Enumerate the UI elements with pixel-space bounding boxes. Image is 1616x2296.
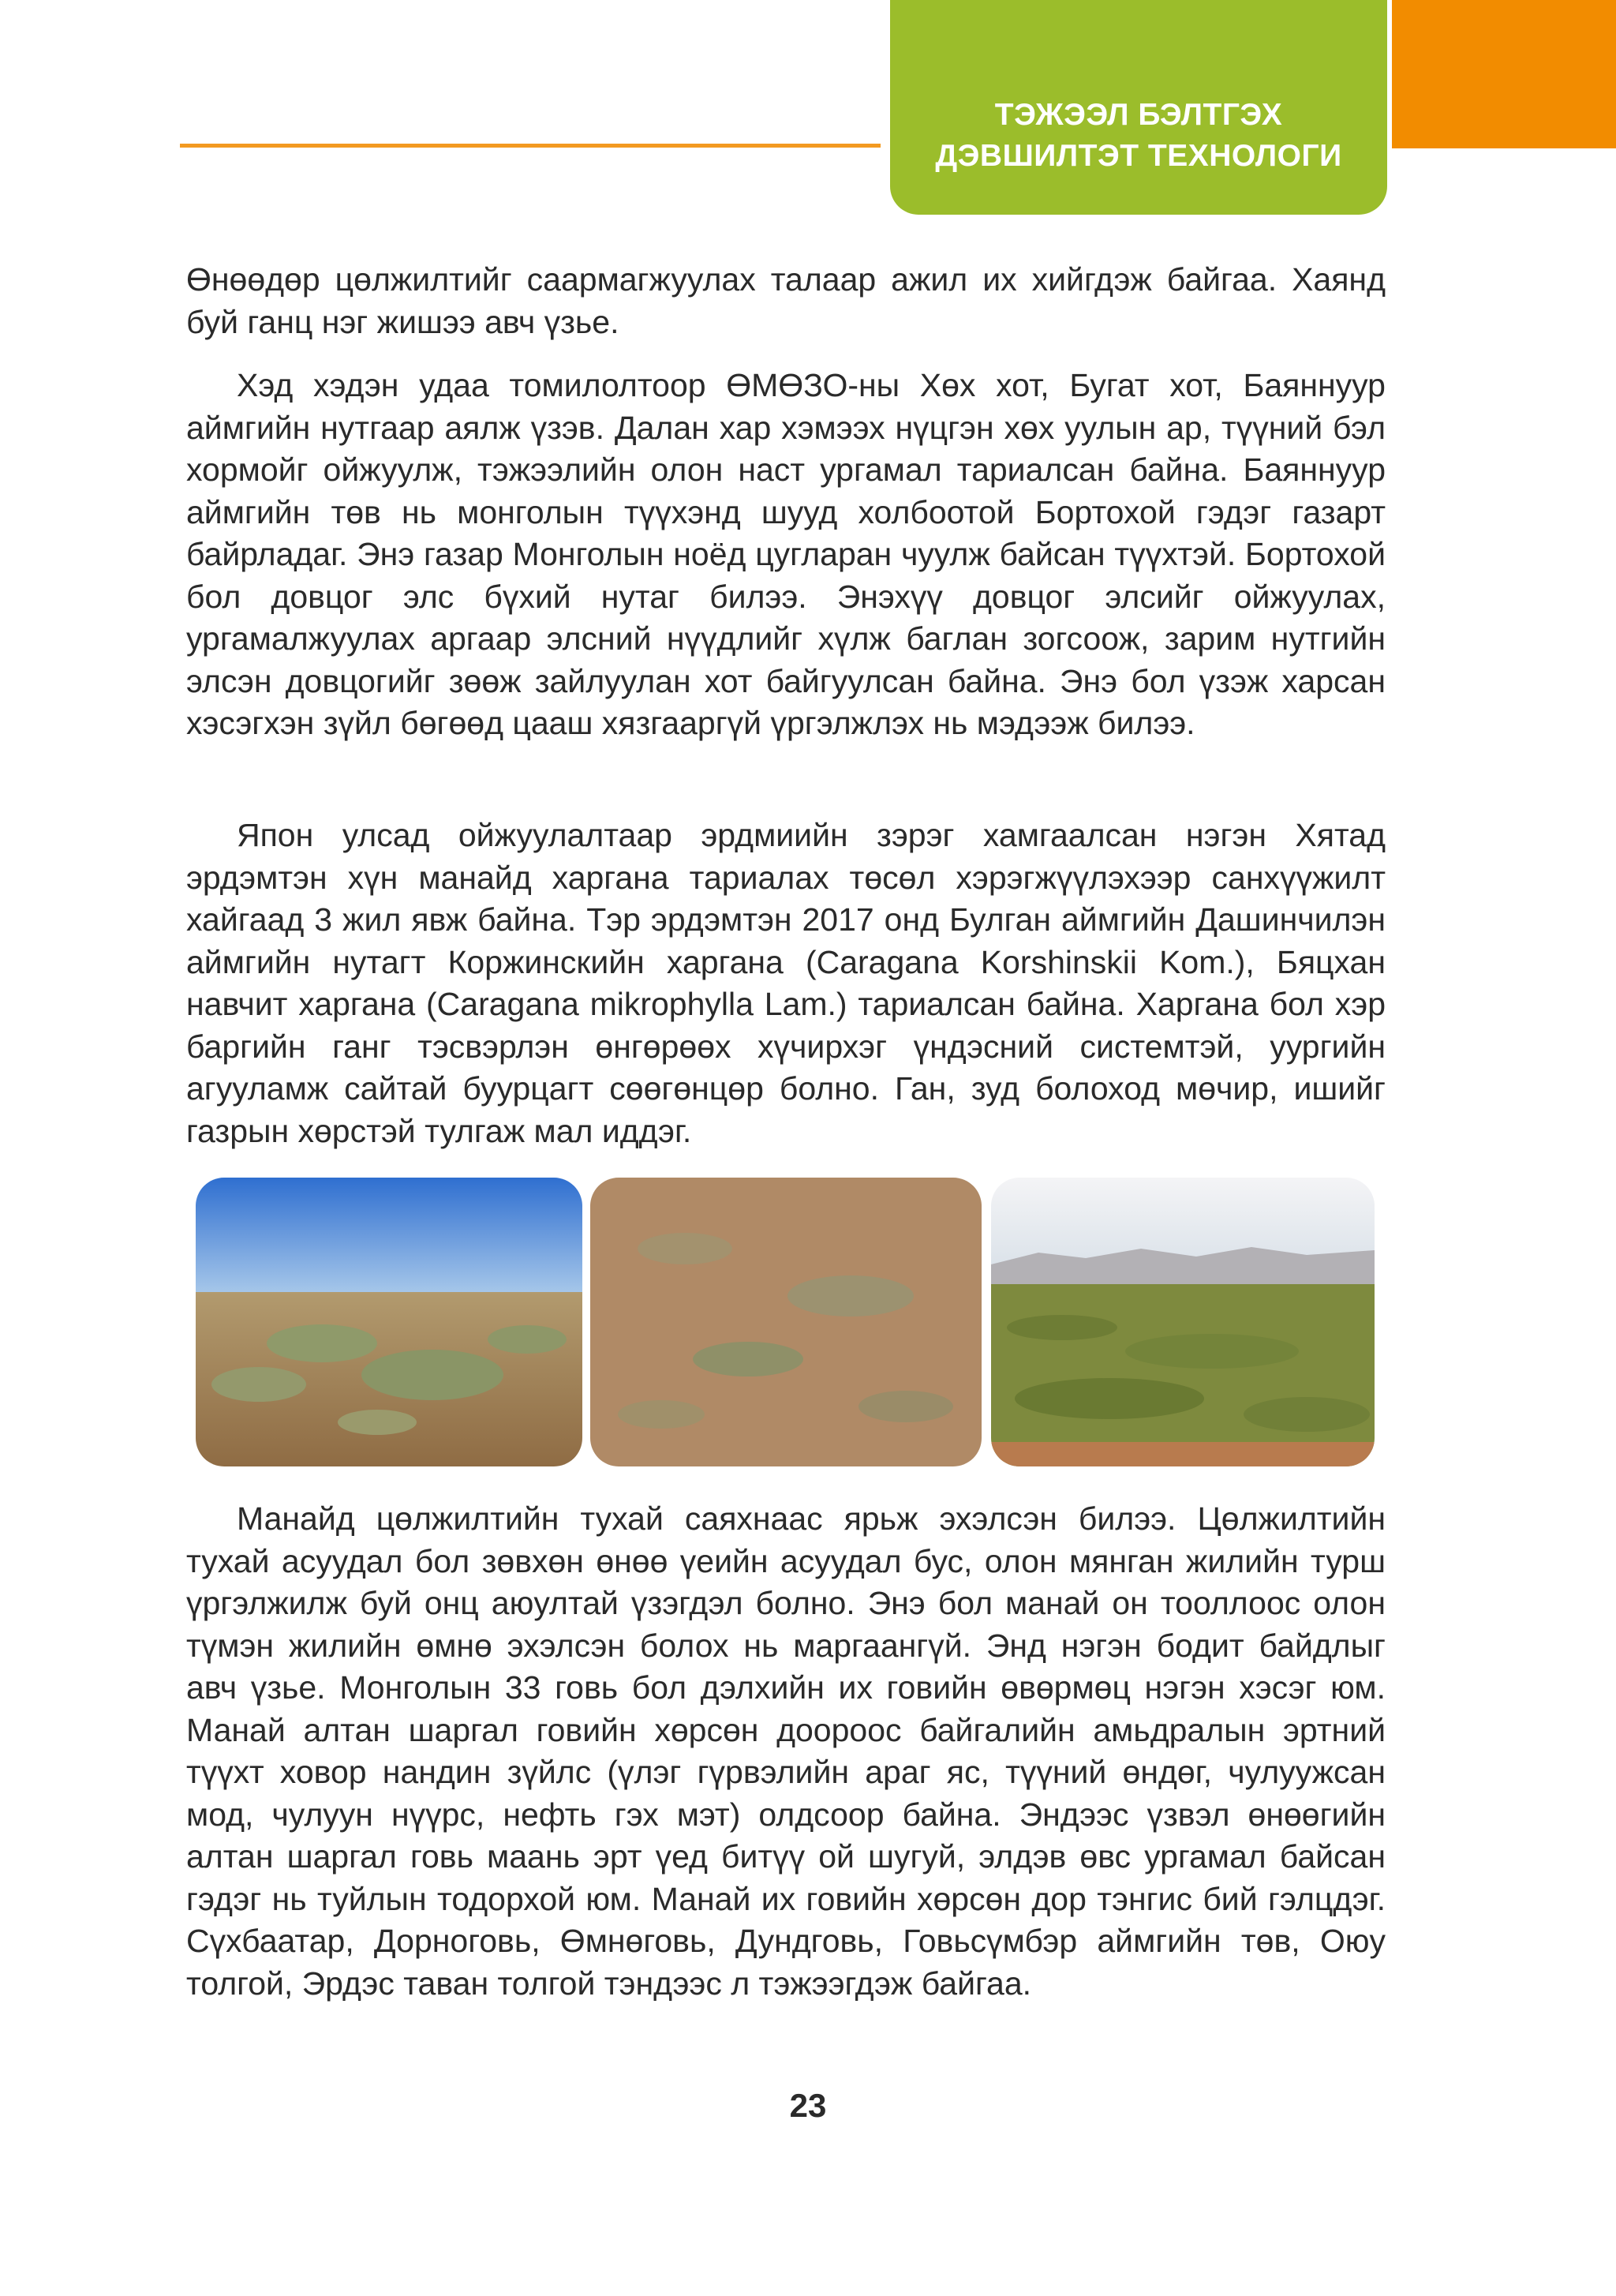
chapter-title-line2: ДЭВШИЛТЭТ ТЕХНОЛОГИ bbox=[935, 139, 1342, 173]
paragraph-2: Хэд хэдэн удаа томилолтоор ӨМӨЗО-ны Хөх хот, Бугат хот, Баяннуур аймгийн нутгаар аялж үзэв. Далан хар хэмээх нүцгэн хөх уулын ар, түүний бэл хормойг ойжуулж, тэжээлийн олон наст ургамал тариалсан байна. Баяннуур аймгийн төв нь монголын түүхэнд шууд холбоотой Бортохой гэдэг газарт байрладаг. Энэ газар Монголын ноёд цугларан чуулж байсан түүхтэй. Бортохой бол довцог элс бүхий нутаг билээ. Энэхүү довцог элсийг ойжуулах, ургамалжуулах аргаар элсний нүүдлийг хүлж баглан зогсоож, зарим нутгийн элсэн довцогийг зөөж зайлуулан хот байгуулсан байна. Энэ бол үзэж харсан хэсэгхэн зүйл бөгөөд цааш хязгааргүй үргэлжлэх нь мэдээж билээ. bbox=[186, 367, 1386, 741]
header-accent-block bbox=[1392, 0, 1616, 148]
photo-steppe-shrubs bbox=[196, 1178, 582, 1466]
paragraph-3: Япон улсад ойжуулалтаар эрдмиийн зэрэг хамгаалсан нэгэн Хятад эрдэмтэн хүн манайд харгана тариалах төсөл хэрэгжүүлэхээр санхүүжилт хайгаад 3 жил явж байна. Тэр эрдэмтэн 2017 онд Булган аймгийн Дашинчилэн аймгийн нутагт Коржинскийн харгана (Caragana Korshinskii Kom.), Бяцхан навчит харгана (Caragana mikrophylla Lam.) тариалсан байна. Харгана бол хэр баргийн ганг тэсвэрлэн өнгөрөөх хүчирхэг үндэсний системтэй, уургийн агууламж сайтай буурцагт сөөгөнцөр болно. Ган, зуд болоход мөчир, ишийг газрын хөрстэй тулгаж мал иддэг. bbox=[186, 817, 1386, 1149]
chapter-title-line1: ТЭЖЭЭЛ БЭЛТГЭХ bbox=[994, 98, 1283, 132]
page-number: 23 bbox=[789, 2087, 827, 2124]
chapter-title-tab bbox=[890, 0, 1387, 215]
photo-sparse-vegetation bbox=[590, 1178, 982, 1466]
paragraph-1: Өнөөдөр цөлжилтийг саармагжуулах талаар ажил их хийгдэж байгаа. Хаянд буй ганц нэг жишээ авч үзье. bbox=[186, 261, 1386, 340]
photo-shrubland-mountains bbox=[991, 1178, 1375, 1466]
header-divider-line bbox=[180, 144, 881, 148]
paragraph-4: Манайд цөлжилтийн тухай саяхнаас ярьж эхэлсэн билээ. Цөлжилтийн тухай асуудал бол зөвхөн өнөө үеийн асуудал бус, олон мянган жилийн турш үргэлжилж буй онц аюултай үзэгдэл болно. Энэ бол манай он тооллоос олон түмэн жилийн өмнө эхэлсэн болох нь маргаангүй. Энд нэгэн бодит байдлыг авч үзье. Монголын 33 говь бол дэлхийн их говийн өвөрмөц нэгэн хэсэг юм. Манай алтан шаргал говийн хөрсөн доороос байгалийн амьдралын эртний түүхт ховор нандин зүйлс (үлэг гүрвэлийн араг яс, түүний өндөг, чулуужсан мод, чулуун нүүрс, нефть гэх мэт) олдсоор байна. Эндээс үзвэл өнөөгийн алтан шаргал говь маань эрт үед битүү ой шугуй, элдэв өвс ургамал байсан гэдэг нь туйлын тодорхой юм. Манай их говийн хөрсөн дор тэнгис бий гэлцдэг. Сүхбаатар, Дорноговь, Өмнөговь, Дундговь, Говьсүмбэр аймгийн төв, Оюу толгой, Эрдэс таван толгой тэндээс л тэжээгдэж байгаа. bbox=[186, 1500, 1386, 2002]
